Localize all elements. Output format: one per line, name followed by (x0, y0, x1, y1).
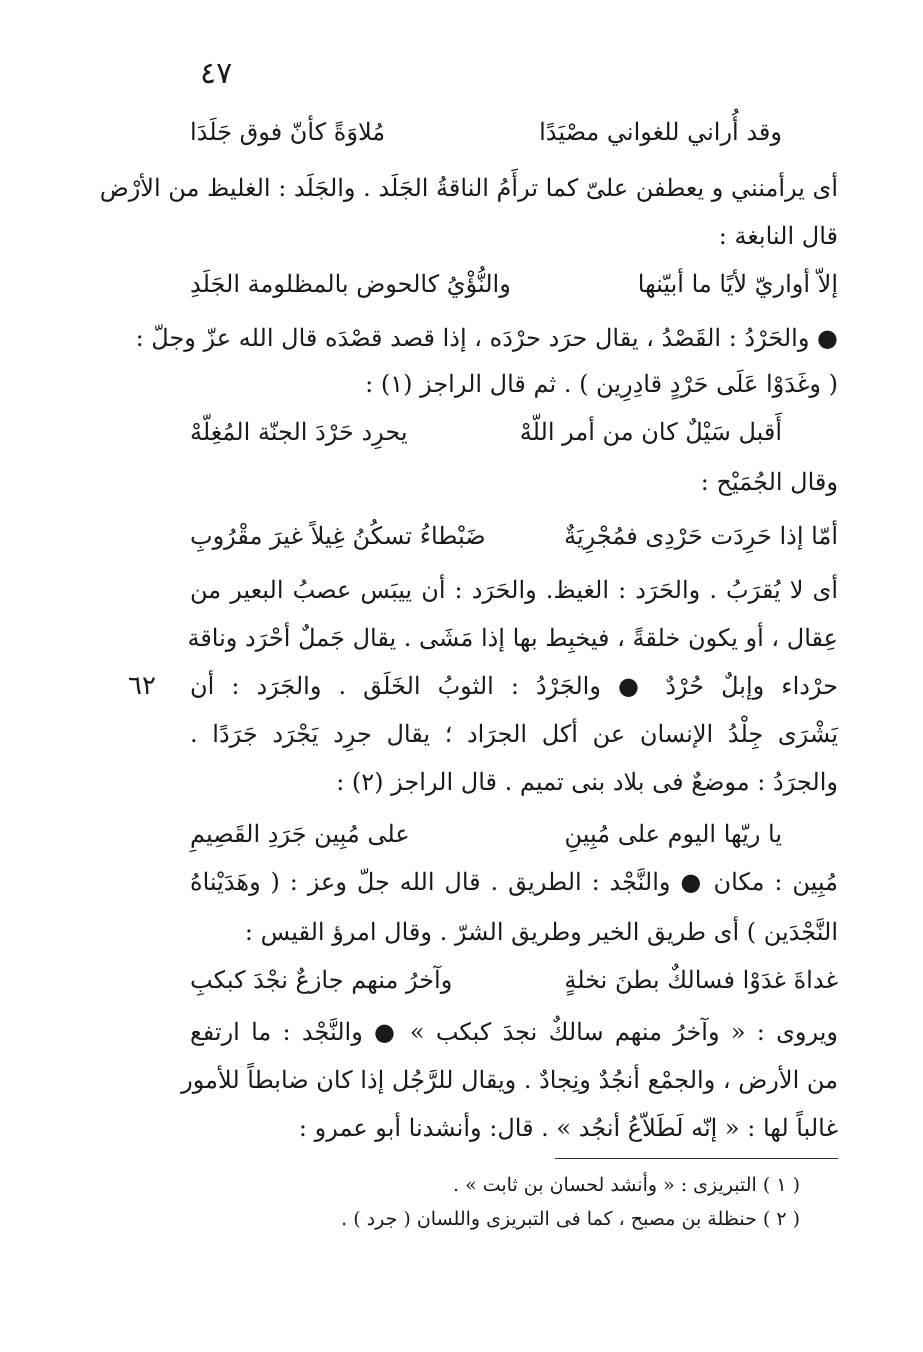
footnote: ( ٢ ) حنظلة بن مصبح ، كما فى التبريزى واللسان ( جرد ) . (341, 1208, 800, 1230)
hemistich-right: وقد أُراني للغواني مصْيَدًا (539, 118, 782, 146)
hemistich-left: ضَبْطاءُ تسكُنُ غِيلاً غيرَ مقْرُوبِ (190, 522, 486, 550)
hemistich-left: والنُّؤْيُ كالحوض بالمظلومة الجَلَدِ (190, 270, 511, 298)
footnote-divider (555, 1158, 838, 1159)
hemistich-left: يحرِد حَرْدَ الجنّة المُغِلّهْ (190, 418, 408, 446)
verse-line (190, 110, 838, 154)
text-line: ويروى : « وآخرُ منهم سالكٌ نجدَ كبكب » ● والنَّجْد : ما ارتفع (190, 1018, 838, 1046)
text-line: وقال الجُمَيْح : (700, 468, 838, 496)
text-line: من الأرض ، والجمْع أنجُدٌ ونِجادٌ . ويقال للرَّجُل إذا كان ضابطاً للأمور (181, 1066, 838, 1094)
text-line: أى يرأمنني و يعطفن علىّ كما ترأَمُ الناقةُ الجَلَد . والجَلَد : الغليظ من الأرْض (99, 174, 838, 202)
hemistich-right: أمّا إذا حَرِدَت حَرْدِى فمُجْرِيَةٌ (564, 522, 838, 550)
verse-line (190, 514, 838, 558)
footnote: ( ١ ) التبريزى : « وأنشد لحسان بن ثابت » . (452, 1174, 800, 1196)
text-line: النَّجْدَين ) أى طريق الخير وطريق الشرّ . وقال امرؤ القيس : (244, 918, 838, 946)
margin-number: ٦٢ (128, 671, 156, 701)
verse-line (190, 410, 838, 454)
text-line: ● والحَرْدُ : القَصْدُ ، يقال حرَد حرْدَه ، إذا قصد قصْدَه قال الله عزّ وجلّ : (135, 324, 838, 352)
verse-line (190, 958, 838, 1002)
text-line: مُبِين : مكان ● والنَّجْد : الطريق . قال الله جلّ وعز : ( وهَدَيْناهُ (190, 868, 838, 896)
text-line: غالباً لها : « إنّه لَطَلاّعُ أنجُد » . قال: وأنشدنا أبو عمرو : (298, 1114, 838, 1142)
verse-line (190, 812, 838, 856)
text-line: والجرَدُ : موضعٌ فى بلاد بنى تميم . قال الراجز (٢) : (336, 768, 838, 796)
text-line: ( وغَدَوْا عَلَى حَرْدٍ قادِرِين ) . ثم قال الراجز (١) : (365, 370, 838, 398)
hemistich-right: أَقبل سَيْلٌ كان من أمر اللّهْ (519, 418, 782, 446)
text-line: أى لا يُقرَبُ . والحَرَد : الغيظ. والحَرَد : أن ييبَس عصبُ البعير من (190, 576, 838, 604)
text-line: حرْداء وإبلٌ حُرْدٌ ● والجَرْدُ : الثوبُ الخَلَق . والجَرَد : أن (190, 672, 838, 700)
verse-line (190, 262, 838, 306)
text-line: عِقال ، أو يكون خلقةً ، فيخبِط بها إذا مَشَى . يقال جَملٌ أحْرَد وناقة (187, 624, 838, 652)
text-line: قال النابغة : (718, 222, 838, 250)
hemistich-left: على مُبِين جَرَدِ القَصِيمِ (190, 820, 410, 848)
page-number: ٤٧ (200, 56, 233, 91)
hemistich-right: إلاّ أواريّ لأيًا ما أبيّنها (637, 270, 838, 298)
text-line: يَشْرَى جِلْدُ الإنسان عن أكل الجرَاد ؛ يقال جرِد يَجْرَد جَرَدًا . (190, 720, 838, 748)
hemistich-left: مُلاوَةً كأنّ فوق جَلَدَا (190, 118, 386, 146)
hemistich-right: يا ريّها اليوم على مُبِينِ (564, 820, 782, 848)
hemistich-left: وآخرُ منهم جازعٌ نجْدَ كبكبِ (190, 966, 453, 994)
hemistich-right: غداةَ غدَوْا فسالكٌ بطنَ نخلةٍ (564, 966, 838, 994)
